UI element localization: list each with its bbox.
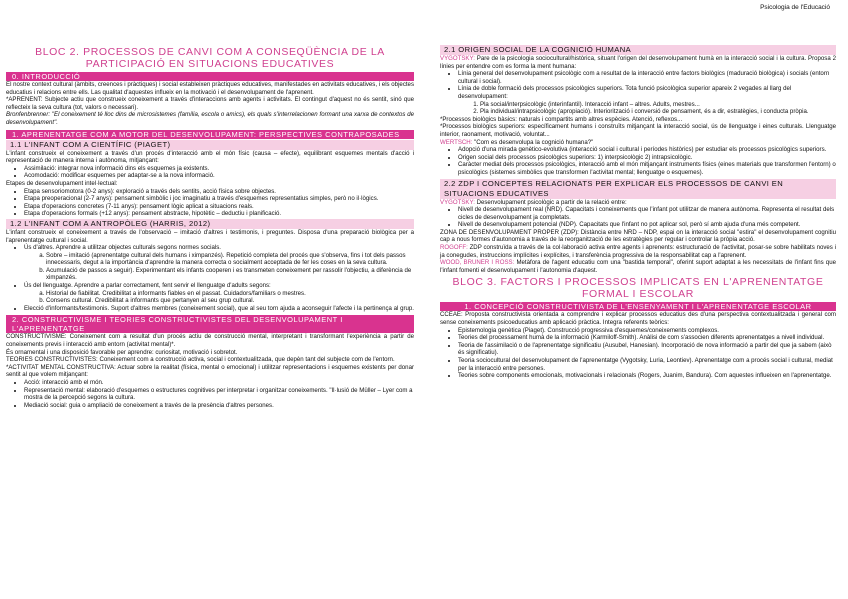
rogoff-label: ROGOFF:: [440, 244, 468, 252]
basics-paragraph: *Processos biològics bàsics: naturals i compartits amb altres espècies. Atenció, reflexos...: [440, 115, 683, 123]
sub-list: [24, 290, 414, 305]
section-1-1-heading: 1.1 L'INFANT COM A CIENTÍFIC (PIAGET): [6, 140, 414, 150]
piaget-paragraph: L'infant construeix el coneixement a través d'un procés d'interacció amb el món físic (causa – efecte), equilibrant esquemes mentals d'acció i representació de manera interna i autònoma, mitjançant:: [6, 149, 414, 165]
list-item: • Nivell de desenvolupament potencial (NDP). Capacitats que l'infant no pot aplicar sol, però sí amb ajuda d'una més competent.: [458, 221, 836, 229]
section-1-2-heading: 1.2 L'INFANT COM A ANTROPÒLEG (HARRIS, 2012): [6, 219, 414, 229]
disposicio-paragraph: És ornamental i una disposició favorable per aprendre: curiositat, motivació i sobretot.: [6, 348, 238, 356]
wood-label: WOOD, BRUNER I ROSS:: [440, 259, 515, 267]
list-item: • Elecció d'informants/testimonis. Suport d'altres membres (coneixement social), que al seu torn ajuda a aconseguir l'afecte i la pertinença al grup.: [24, 305, 414, 313]
list-item: • Teories sobre components emocionals, motivacionals i relacionals (Rogers, Juanim, Bandura). Com aquestes influeixen en l'aprenentatge.: [458, 372, 836, 380]
wood-text: Metàfora de l'agent educatiu com una "bastida temporal", oferint suport adaptat a les necessitats de l'infant fins que l'infant fomenti el desenvolupament i l'autonomia d'aquest.: [440, 259, 836, 274]
list-item: 2. Pla individual/intrapsicològic (apropiació). Interiorització i conversió de pensament, és a dir, estratègies, i conducta pròpia.: [480, 108, 836, 116]
zdp-paragraph: ZONA DE DESENVOLUPAMENT PROPER (ZDP): Distància entre NRD – NDP, espai on la interacció social "estira" el desenvolupament cognitiu cap a nous formes d'autonomia a través de la reorganització de les estratègies per regular i controlar la pròpia acció.: [440, 228, 836, 244]
list-item: • Assimilació: integrar nova informació dins els esquemes ja existents.: [24, 165, 414, 173]
vygotsky-list: [440, 70, 836, 116]
activitat-paragraph: *ACTIVITAT MENTAL CONSTRUCTIVA: Actuar sobre la realitat (física, mental o emocional) i utilitzar representacions i esquemes existents per donar sentit al que volem mitjançant:: [6, 363, 414, 379]
etapes-list: [6, 188, 414, 218]
wertsch-question: "Com es desenvolupa la cognició humana?": [474, 138, 594, 146]
zdp-list: [440, 206, 836, 229]
list-item: a. Historial de fiabilitat. Credibilitat a informants fiables en el passat. Cuidadors/familiars o mestres.: [46, 290, 414, 298]
section-2-2-heading: 2.2 ZDP I CONCEPTES RELACIONATS PER EXPLICAR ELS PROCESSOS DE CANVI EN SITUACIONS EDUCATIVES: [440, 179, 836, 199]
zdp-text: Desenvolupament psicològic a partir de la relació entre:: [476, 198, 627, 206]
list-item: • Mediació social: guia o ampliació de coneixement a través de la presència d'altres persones.: [24, 402, 414, 410]
piaget-list: [6, 165, 414, 180]
aprenent-paragraph: *APRENENT: Subjecte actiu que construeix coneixement a través d'interaccions amb agents i activitats. El contingut d'aquest no és sentit, sinó que reflecteix la seva cultura (tot, valors o necessari).: [6, 96, 414, 111]
list-item-text: Ús del llenguatge. Aprendre a parlar correctament, fent servir el llenguatge d'adults segons:: [24, 282, 271, 290]
list-item: • Adopció d'una mirada genètico-evolutiva (interacció social i cultural i períodes històrics) per estudiar els processos psicològics superiors.: [458, 146, 836, 154]
list-item: b. Consens cultural. Credibilitat a informants que pertanyen al seu grup cultural.: [46, 297, 414, 305]
list-item: b. Acumulació de passos a seguir). Experimentant els infants cooperen i es transmeten coneixement per rassolir l'objectiu, a diferència de ximpanzés.: [46, 267, 414, 282]
etapes-label: Etapes de desenvolupament intel·lectual:: [6, 179, 118, 187]
right-column: [440, 44, 836, 380]
bloc3-title: BLOC 3. FACTORS I PROCESSOS IMPLICATS EN L'APRENENTATGE FORMAL I ESCOLAR: [452, 276, 824, 301]
bloc2-title: BLOC 2. PROCESSOS DE CANVI COM A CONSEQÜÈNCIA DE LA PARTICIPACIÓ EN SITUACIONS EDUCATIVES: [35, 46, 385, 70]
cceae-paragraph: CCEAE: Proposta constructivista orientada a comprendre i explicar processos educatius des d'una perspectiva contextualitzada i general com sense coneixements psicoeducatius amb aplicació pràctica. Integra referents teòrics:: [440, 311, 836, 327]
list-item: • Nivell de desenvolupament real (NRD). Capacitats i coneixements que l'infant pot utilitzar de manera autònoma. Representa el resultat dels cicles de desenvolupament ja completats.: [458, 206, 836, 221]
intro-paragraph: El nostre context cultural (àmbits, creences i pràctiques) i social estableixen pràctiques educatives, manifestades en activitats educatives, i els objectes educatius i relacions entre ells. Las qualitat d'aquestes influeix en la motivació i el desenvolupament de l'aprenent.: [6, 81, 414, 96]
list-item: • Etapa sensoriomotora (0-2 anys): exploració a través dels sentits, acció física sobre objectes.: [24, 188, 414, 196]
list-item: • Etapa d'operacions formals (+12 anys): pensament abstracte, hipotètic – deductiu i planificació.: [24, 210, 414, 218]
list-item: • Origen social dels processos psicològics superiors: 1) interpsicològic 2) intrapsicològic.: [458, 154, 836, 162]
vygotsky-label: VYGOTSKY:: [440, 55, 475, 62]
list-item: • Etapa preoperacional (2-7 anys): pensament simbòlic i joc imaginatiu a través d'esquemes representatius simples, però no il·lògics.: [24, 195, 414, 203]
wertsch-label: WERTSCH:: [440, 138, 473, 146]
list-item: • Teoria sociocultural del desenvolupament de l'aprenentatge (Vygotsky, Luria, Leontiev). Aprenentatge com a procés social i cultural, mediat per la interacció entre persones.: [458, 357, 836, 372]
bronfenbrenner-paragraph: Bronfenbrenner: "El coneixement té lloc dins de microsistemes (família, escola o amics), els quals s'interrelacionen formant una xarxa de contextos de desenvolupament".: [6, 111, 414, 126]
superiors-paragraph: *Processos biològics superiors: específicament humans i construïts mitjançant la interacció social, ús de llenguatge i eines culturals. Llenguatge interior, raonament, motivació, voluntat...: [440, 123, 836, 138]
teories-paragraph: TEORIES CONSTRUCTIVISTES: Coneixement com a construcció activa, social i contextualitzada, que depèn tant del subjecte com de l'entorn.: [6, 356, 395, 364]
list-item: [24, 282, 414, 305]
section1-bar: 1. APRENENTATGE COM A MOTOR DEL DESENVOLUPAMENT: PERSPECTIVES CONTRAPOSADES: [6, 130, 414, 139]
sub-list: [24, 252, 414, 282]
intro-bar: 0. INTRODUCCIÓ: [6, 72, 414, 81]
list-item-text: Ús d'altres. Aprendre a utilitzar objectes culturals segons normes socials.: [24, 244, 221, 252]
sub-list: [458, 101, 836, 116]
list-item: • Línia general del desenvolupament psicològic com a resultat de la interacció entre factors biològics (maduració biològica) i socials (entorn cultural i social).: [458, 70, 836, 85]
list-item: • Representació mental: elaboració d'esquemes o estructures cognitives per interpretar i organitzar coneixements. "Il·lusió de Müller – Lyer com a mostra de la percepció segons la cultura.: [24, 387, 414, 402]
list-item: a. Sobre – imitació (aprenentatge cultural dels humans i ximpanzés). Repetició completa del procés que s'observa, fins i tot dels passos innecessaris, degut a la importància d'aprendre la manera correcta o socialment acceptada de fer les coses en la seva cultura.: [46, 252, 414, 267]
list-item: [24, 244, 414, 282]
harris-paragraph: L'infant construeix el coneixement a través de l'observació – imitació d'altres i testimonis, i preguntes. Disposa d'una preparació biològica per a l'aprenentatge cultural i social.: [6, 228, 414, 244]
list-item: • Caràcter mediat dels processos psicològics, interacció amb el món mitjançant instruments físics (eines materials que transformen l'entorn) o psicològics (sistemes simbòlics que transformen l'activitat mental; llenguatge o esquemes).: [458, 161, 836, 176]
list-item-text: Línia de doble formació dels processos psicològics superiors. Tota funció psicològica superior apareix 2 vegades al llarg del desenvolupament:: [458, 85, 792, 100]
bloc3-section1-bar: 1. CONCEPCIÓ CONSTRUCTIVISTA DE L'ENSENYAMENT I L'APRENENTATGE ESCOLAR: [440, 302, 836, 311]
constructivisme-paragraph: CONSTRUCTIVISME: Coneixement com a resultat d'un procés actiu de construcció mental, interpretant i transformant l'experiència a partir de coneixements previs i interacció amb entorn (activitat mental)*.: [6, 333, 414, 349]
cceae-list: [440, 327, 836, 380]
list-item: • Epistemologia genètica (Piaget). Construcció progressiva d'esquemes/coneixements complexos.: [458, 327, 836, 335]
list-item: • Acció: interacció amb el món.: [24, 379, 414, 387]
page-header: Psicologia de l'Educació: [760, 4, 830, 11]
wertsch-list: [440, 146, 836, 176]
vygotsky-text: Pare de la psicologia sociocultural/històrica, situant l'origen del desenvolupament humà en la interacció social i la cultura. Proposa 2 línies per entendre com es forma la ment humana:: [440, 55, 836, 70]
left-column: [6, 8, 414, 409]
list-item: • Teoria de l'assimilació o de l'aprenentatge significatiu (Ausubel, Hanesian). Incorporació de nova informació a partir del que ja sabem (això és significatiu).: [458, 342, 836, 357]
section2-bar: 2. CONSTRUCTIVISME I TEORIES CONSTRUCTIVISTES DEL DESENVOLUPAMENT I L'APRENENTATGE: [6, 315, 414, 333]
activitat-list: [6, 379, 414, 409]
harris-list: [6, 244, 414, 312]
list-item: • Teories del processament humà de la informació (Karmiloff-Smith). Anàlisi de com s'associen diferents aprenentatges a nivell individual.: [458, 334, 836, 342]
list-item: • Etapa d'operacions concretes (7-11 anys): pensament lògic aplicat a situacions reals.: [24, 203, 414, 211]
list-item: • Acomodació: modificar esquemes per adaptar-se a la nova informació.: [24, 172, 414, 180]
rogoff-text: ZDP construïda a través de la col·laboració activa entre agents i aprenents: estructuració de l'activitat, posar-se sobre habilitats noves i ja conegudes, instruccions implícites i explícites, i transferència progressiva de la responsabilitat cap a l'aprenent.: [440, 244, 836, 259]
section-2-1-heading: 2.1 ORIGEN SOCIAL DE LA COGNICIÓ HUMANA: [440, 45, 836, 55]
list-item: [458, 85, 836, 115]
list-item: 1. Pla social/interpsicològic (interinfantil). Interacció infant – altres. Adults, mestres...: [480, 101, 836, 109]
zdp-vygotsky-label: VYGOTSKY:: [440, 198, 475, 206]
